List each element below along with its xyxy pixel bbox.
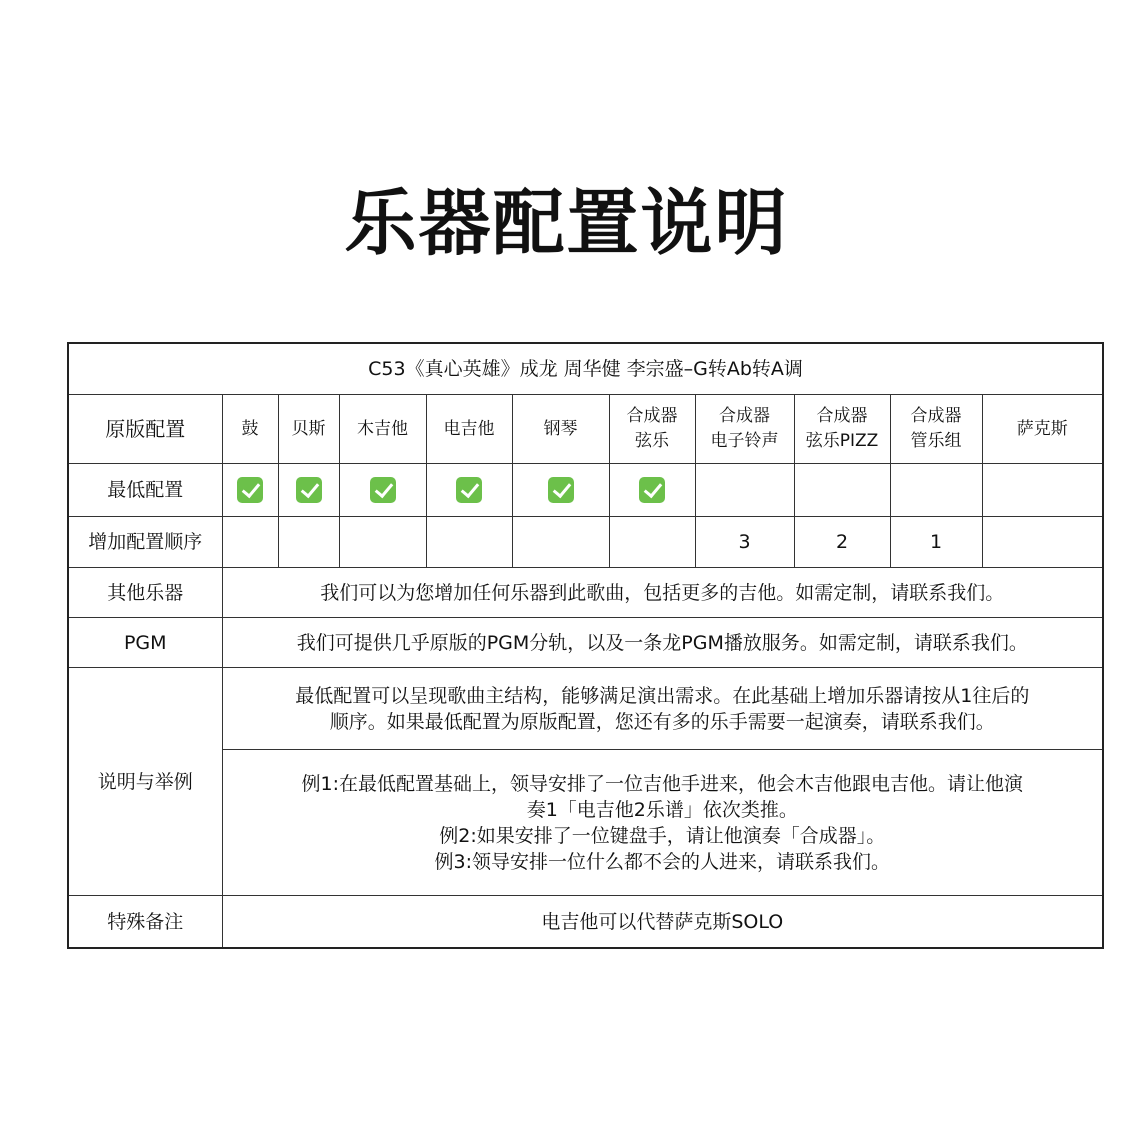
minimum-config-cell [695, 464, 794, 517]
instrument-config-table [67, 342, 1104, 949]
row-label-pgm: PGM [68, 618, 222, 668]
checkmark-icon [639, 477, 665, 503]
page-title: 乐器配置说明 [344, 181, 789, 265]
example-line: 例3:领导安排一位什么都不会的人进来，请联系我们。 [434, 850, 891, 873]
row-label-minimum: 最低配置 [68, 464, 222, 517]
add-order-cell: 1 [890, 517, 982, 568]
special-notes-row [68, 896, 1103, 949]
minimum-config-cell [426, 464, 512, 517]
song-title: C53《真心英雄》成龙 周华健 李宗盛–G转Ab转A调 [68, 343, 1103, 395]
add-order-cell [278, 517, 339, 568]
original-config-row [68, 395, 1103, 464]
minimum-config-cell [609, 464, 695, 517]
checkmark-icon [456, 477, 482, 503]
pgm-row [68, 618, 1103, 668]
explain-line: 最低配置可以呈现歌曲主结构，能够满足演出需求。在此基础上增加乐器请按从1往后的 [295, 684, 1030, 707]
checkmark-icon [370, 477, 396, 503]
instrument-header: 贝斯 [278, 395, 339, 464]
checkmark-icon [237, 477, 263, 503]
add-order-cell [339, 517, 426, 568]
instrument-header: 电吉他 [426, 395, 512, 464]
special-notes-text: 电吉他可以代替萨克斯SOLO [222, 896, 1103, 949]
add-order-cell: 3 [695, 517, 794, 568]
explain-text [222, 668, 1103, 750]
minimum-config-cell [339, 464, 426, 517]
instrument-header: 钢琴 [512, 395, 609, 464]
minimum-config-cell [982, 464, 1103, 517]
examples-row [68, 750, 1103, 896]
row-label-explain: 说明与举例 [68, 668, 222, 896]
row-label-order: 增加配置顺序 [68, 517, 222, 568]
add-order-row [68, 517, 1103, 568]
row-label-special: 特殊备注 [68, 896, 222, 949]
minimum-config-row [68, 464, 1103, 517]
row-label-original: 原版配置 [68, 395, 222, 464]
instrument-header: 合成器 电子铃声 [695, 395, 794, 464]
pgm-text: 我们可提供几乎原版的PGM分轨，以及一条龙PGM播放服务。如需定制，请联系我们。 [222, 618, 1103, 668]
add-order-cell [426, 517, 512, 568]
examples-text [222, 750, 1103, 896]
minimum-config-cell [890, 464, 982, 517]
minimum-config-cell [278, 464, 339, 517]
checkmark-icon [548, 477, 574, 503]
add-order-cell: 2 [794, 517, 890, 568]
checkmark-icon [296, 477, 322, 503]
example-line: 奏1「电吉他2乐谱」依次类推。 [526, 798, 798, 821]
other-instruments-row [68, 568, 1103, 618]
add-order-cell [512, 517, 609, 568]
instrument-header: 合成器 弦乐 [609, 395, 695, 464]
explain-row [68, 668, 1103, 750]
minimum-config-cell [222, 464, 278, 517]
add-order-cell [982, 517, 1103, 568]
example-line: 例2:如果安排了一位键盘手，请让他演奏「合成器」。 [439, 824, 886, 847]
instrument-header: 萨克斯 [982, 395, 1103, 464]
row-label-other: 其他乐器 [68, 568, 222, 618]
add-order-cell [222, 517, 278, 568]
instrument-header: 木吉他 [339, 395, 426, 464]
minimum-config-cell [512, 464, 609, 517]
other-instruments-text: 我们可以为您增加任何乐器到此歌曲，包括更多的吉他。如需定制，请联系我们。 [222, 568, 1103, 618]
instrument-header: 合成器 管乐组 [890, 395, 982, 464]
explain-line: 顺序。如果最低配置为原版配置，您还有多的乐手需要一起演奏，请联系我们。 [329, 710, 995, 733]
example-line: 例1:在最低配置基础上，领导安排了一位吉他手进来，他会木吉他跟电吉他。请让他演 [301, 772, 1024, 795]
instrument-header: 合成器 弦乐PIZZ [794, 395, 890, 464]
instrument-header: 鼓 [222, 395, 278, 464]
minimum-config-cell [794, 464, 890, 517]
add-order-cell [609, 517, 695, 568]
